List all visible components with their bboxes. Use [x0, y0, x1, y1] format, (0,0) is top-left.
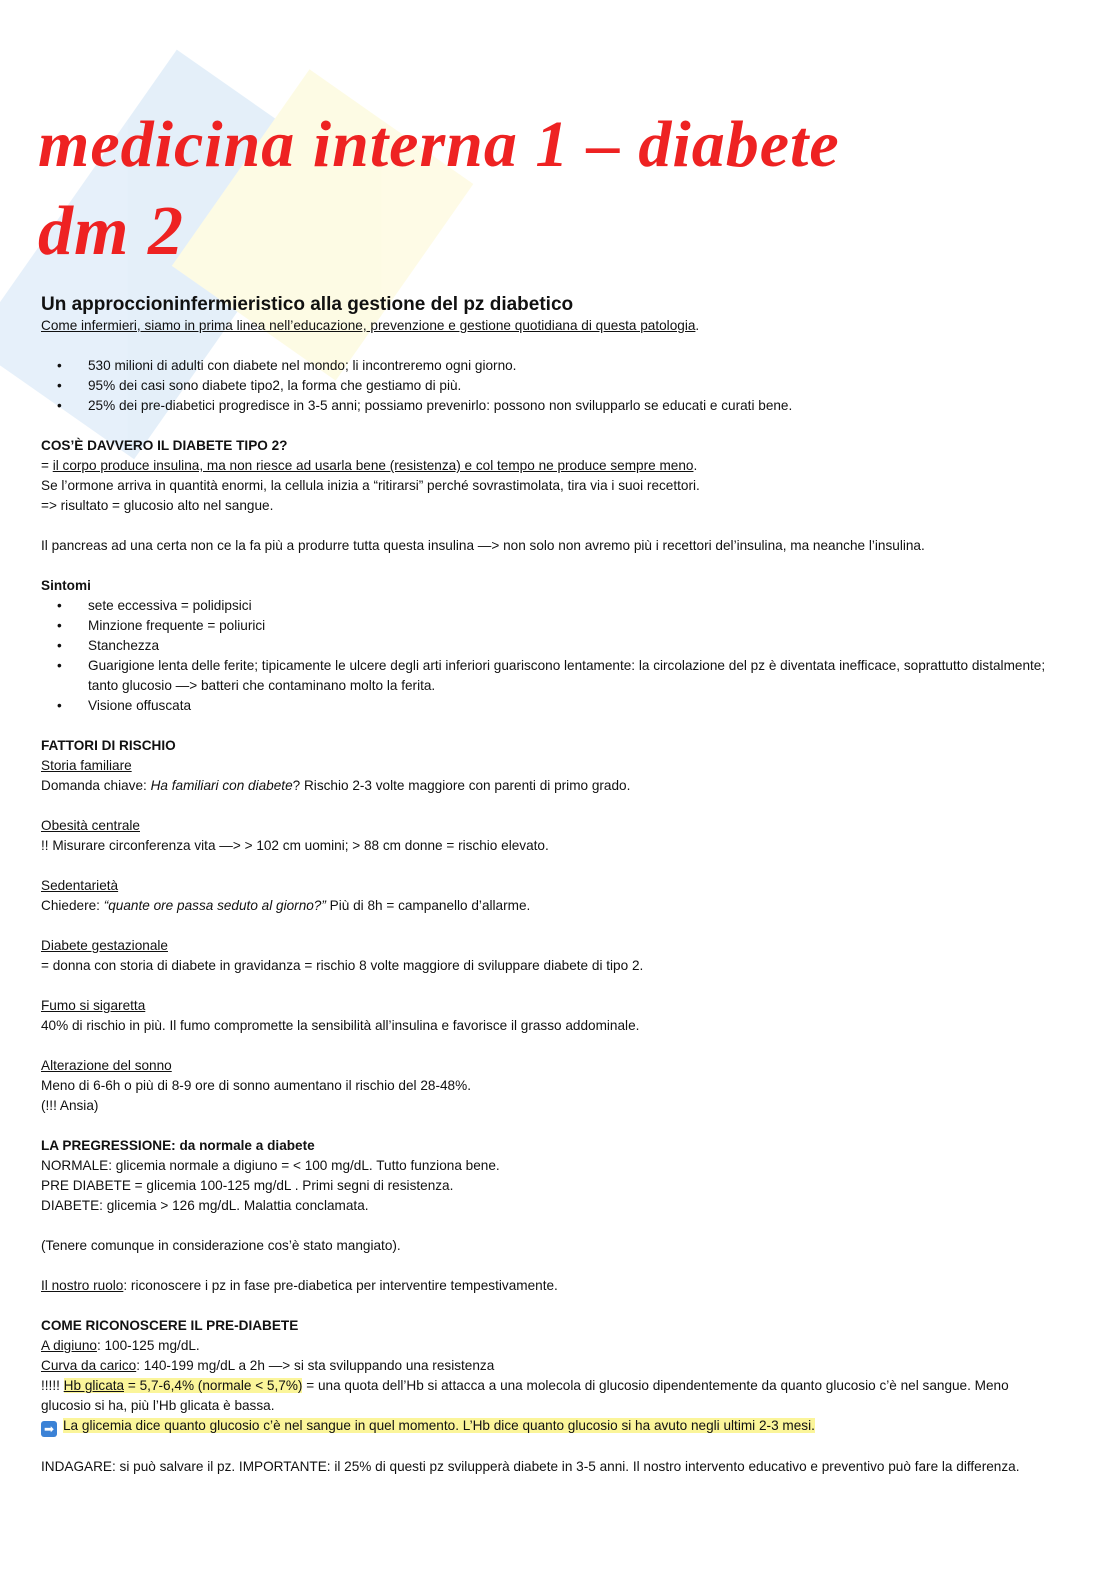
text-underlined: il corpo produce insulina, ma non riesce ad usarla bene (resistenza) e col tempo ne produce sempre meno: [52, 458, 694, 473]
intro-end: .: [695, 318, 700, 333]
paragraph: [41, 1416, 1061, 1437]
sintomi-list: [41, 596, 1061, 716]
text-highlighted: = 5,7-6,4% (normale < 5,7%): [124, 1378, 303, 1393]
intro-underlined: Come infermieri, siamo in prima linea nell’educazione, prevenzione e gestione quotidiana di questa patologia: [41, 318, 696, 333]
subheading: Alterazione del sonno: [41, 1058, 172, 1073]
paragraph: [41, 1356, 1061, 1376]
paragraph: (!!! Ansia): [41, 1098, 99, 1113]
riconoscere-heading: COME RICONOSCERE IL PRE-DIABETE: [41, 1318, 299, 1333]
paragraph: [41, 1376, 1061, 1416]
paragraph: PRE DIABETE = glicemia 100-125 mg/dL . Primi segni di resistenza.: [41, 1178, 454, 1193]
paragraph: [41, 1276, 1061, 1296]
text: : 140-199 mg/dL a 2h —> si sta sviluppando una resistenza: [136, 1358, 495, 1373]
list-item: • Stanchezza: [41, 636, 1061, 656]
text: =: [41, 458, 53, 473]
text: ? Rischio 2-3 volte maggiore con parenti di primo grado.: [292, 778, 631, 793]
paragraph: (Tenere comunque in considerazione cos’è stato mangiato).: [41, 1238, 401, 1253]
subheading: Diabete gestazionale: [41, 938, 168, 953]
subheading: Sedentarietà: [41, 878, 119, 893]
document-title: medicina interna 1 – diabete: [38, 108, 840, 181]
text-underlined: Curva da carico: [41, 1358, 137, 1373]
subheading: Fumo si sigaretta: [41, 998, 146, 1013]
list-item: • Guarigione lenta delle ferite; tipicamente le ulcere degli arti inferiori guariscono lentamente: la circolazione del pz è diventata inefficace, soprattutto distalmente; tanto glucosio —> batteri che contaminano molto la ferita.: [41, 656, 1061, 696]
text: .: [693, 458, 698, 473]
list-item: • 25% dei pre-diabetici progredisce in 3-5 anni; possiamo prevenirlo: possono non svilupparlo se educati e curati bene.: [41, 396, 1061, 416]
list-item: • 95% dei casi sono diabete tipo2, la forma che gestiamo di più.: [41, 376, 1061, 396]
paragraph: Meno di 6-6h o più di 8-9 ore di sonno aumentano il rischio del 28-48%.: [41, 1078, 471, 1093]
text: Chiedere:: [41, 898, 104, 913]
paragraph: 40% di rischio in più. Il fumo compromette la sensibilità all’insulina e favorisce il grasso addominale.: [41, 1018, 640, 1033]
text: Più di 8h = campanello d’allarme.: [325, 898, 531, 913]
sintomi-heading: Sintomi: [41, 578, 91, 593]
progressione-heading: LA PREGRESSIONE: da normale a diabete: [41, 1138, 315, 1153]
text: Domanda chiave:: [41, 778, 151, 793]
fattori-heading: FATTORI DI RISCHIO: [41, 738, 176, 753]
right-arrow-icon: ➡: [41, 1421, 57, 1437]
text: !!!!!: [41, 1378, 64, 1393]
list-item: • Visione offuscata: [41, 696, 1061, 716]
text-highlighted: La glicemia dice quanto glucosio c’è nel sangue in quel momento. L’Hb dice quanto glucosio si ha avuto negli ultimi 2-3 mesi.: [63, 1418, 815, 1433]
paragraph: NORMALE: glicemia normale a digiuno = < 100 mg/dL. Tutto funziona bene.: [41, 1158, 500, 1173]
paragraph: INDAGARE: si può salvare il pz. IMPORTANTE: il 25% di questi pz svilupperà diabete in 3-5 anni. Il nostro intervento educativo e preventivo può fare la differenza.: [41, 1459, 1020, 1474]
text-highlighted: Hb glicata: [63, 1378, 125, 1393]
cose-line: Il pancreas ad una certa non ce la fa più a produrre tutta questa insulina —> non solo non avremo più i recettori del’insulina, ma neanche l’insulina.: [41, 538, 925, 553]
cose-line: => risultato = glucosio alto nel sangue.: [41, 498, 274, 513]
text: : riconoscere i pz in fase pre-diabetica per interventire tempestivamente.: [123, 1278, 558, 1293]
document-body: [41, 294, 1061, 1477]
text-underlined: A digiuno: [41, 1338, 97, 1353]
paragraph: DIABETE: glicemia > 126 mg/dL. Malattia conclamata.: [41, 1198, 369, 1213]
list-item: • Minzione frequente = poliurici: [41, 616, 1061, 636]
text: : 100-125 mg/dL.: [96, 1338, 200, 1353]
intro-text: [41, 316, 1061, 336]
section-heading: Un approccioninfermieristico alla gestione del pz diabetico: [41, 294, 574, 315]
document-subtitle: dm 2: [38, 193, 184, 270]
list-item: • 530 milioni di adulti con diabete nel mondo; li incontreremo ogni giorno.: [41, 356, 1061, 376]
cose-line: [41, 456, 1061, 476]
paragraph: [41, 776, 1061, 796]
list-item: • sete eccessiva = polidipsici: [41, 596, 1061, 616]
text: = una quota dell’Hb si attacca a una molecola di glucosio dipendentemente da quanto glucosio c’è nel sangue. Meno glucosio si ha, più l’Hb glicata è bassa.: [41, 1378, 1009, 1413]
intro-bullets: [41, 356, 1061, 416]
cose-line: Se l’ormone arriva in quantità enormi, la cellula inizia a “ritirarsi” perché sovrastimolata, tira via i suoi recettori.: [41, 478, 700, 493]
paragraph: = donna con storia di diabete in gravidanza = rischio 8 volte maggiore di sviluppare diabete di tipo 2.: [41, 958, 644, 973]
subheading: Obesità centrale: [41, 818, 140, 833]
text-italic: “quante ore passa seduto al giorno?”: [103, 898, 326, 913]
text-italic: Ha familiari con diabete: [150, 778, 293, 793]
cose-heading: COS’È DAVVERO IL DIABETE TIPO 2?: [41, 438, 288, 453]
subheading: Storia familiare: [41, 758, 132, 773]
text-underlined: Il nostro ruolo: [41, 1278, 124, 1293]
paragraph: [41, 896, 1061, 916]
paragraph: [41, 1336, 1061, 1356]
paragraph: !! Misurare circonferenza vita —> > 102 cm uomini; > 88 cm donne = rischio elevato.: [41, 838, 549, 853]
